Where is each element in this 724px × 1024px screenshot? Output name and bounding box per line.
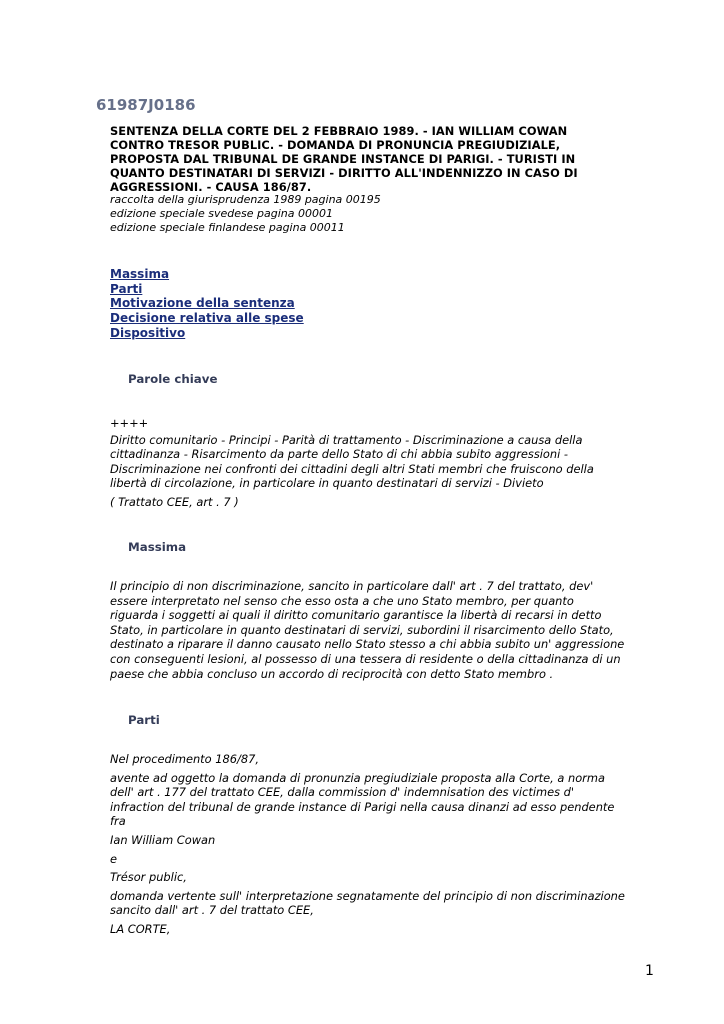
document-id: 61987J0186 xyxy=(96,96,196,114)
section-heading-parti: Parti xyxy=(128,713,160,727)
toc-link-parti[interactable]: Parti xyxy=(110,281,143,296)
massima-text: Il principio di non discriminazione, sancito in particolare dall' art . 7 del trattato, dev' essere interpretato nel senso che esso osta a che uno Stato membro, per quanto riguarda i soggetti ai quali il diritto comunitario garantisce la libertà di recarsi in detto Stato, in particolare in quanto destinatari di servizi, subordini il risarcimento dello Stato, destinato a riparare il danno causato nello Stato stesso a chi abbia subito un' aggressione con conseguenti lesioni, al possesso di una tessera di residente o della cittadinanza di un paese che abbia concluso un accordo di reciprocità con detto Stato membro . xyxy=(110,579,625,681)
massima-section xyxy=(110,579,625,681)
toc-link-decisione-spese[interactable]: Decisione relativa alle spese xyxy=(110,311,304,326)
reference-line: edizione speciale finlandese pagina 00011 xyxy=(110,221,345,234)
parti-paragraph: avente ad oggetto la domanda di pronunzia pregiudiziale proposta alla Corte, a norma dell' art . 177 del trattato CEE, dalla commission d' indemnisation des victimes d' infraction del tribunal de grande instance di Parigi nella causa dinanzi ad esso pendente fra xyxy=(110,770,615,829)
section-heading-massima: Massima xyxy=(128,540,187,554)
page-number: 1 xyxy=(645,963,654,979)
toc-link-massima[interactable]: Massima xyxy=(110,267,170,281)
reference-line: edizione speciale svedese pagina 00001 xyxy=(110,207,333,220)
keywords-text: Diritto comunitario - Principi - Parità di trattamento - Discriminazione a causa della cittadinanza - Risarcimento da parte dello Stato di chi abbia subito aggressioni - Discriminazione nei confronti dei cittadini degli altri Stati membri che fruiscono della libertà di circolazione, in particolare in quanto destinatari di servizi - Divieto xyxy=(110,432,594,491)
parti-paragraph: domanda vertente sull' interpretazione segnatamente del principio di non discriminazione sancito dall' art . 7 del trattato CEE, xyxy=(110,888,625,918)
document-title: SENTENZA DELLA CORTE DEL 2 FEBBRAIO 1989. - IAN WILLIAM COWAN CONTRO TRESOR PUBLIC. - DOMANDA DI PRONUNCIA PREGIUDIZIALE, PROPOSTA DAL TRIBUNAL DE GRANDE INSTANCE DI PARIGI. - TURISTI IN QUANTO DESTINATARI DI SERVIZI - DIRITTO ALL'INDENNIZZO IN CASO DI AGGRESSIONI. - CAUSA 186/87. xyxy=(110,124,578,194)
parti-paragraph: e xyxy=(110,851,118,866)
section-heading-parole-chiave: Parole chiave xyxy=(128,372,218,386)
parti-paragraph: LA CORTE, xyxy=(110,921,171,936)
keywords-marker: ++++ xyxy=(110,416,149,430)
parti-section xyxy=(110,752,625,937)
table-of-contents xyxy=(110,267,304,341)
parti-paragraph: Ian William Cowan xyxy=(110,832,216,847)
parti-paragraph: Trésor public, xyxy=(110,870,187,885)
references xyxy=(110,193,381,235)
toc-link-dispositivo[interactable]: Dispositivo xyxy=(110,325,186,340)
keywords-citation: ( Trattato CEE, art . 7 ) xyxy=(110,494,239,509)
toc-link-motivazione[interactable]: Motivazione della sentenza xyxy=(110,296,295,311)
keywords-section xyxy=(110,416,625,510)
reference-line: raccolta della giurisprudenza 1989 pagina 00195 xyxy=(110,193,381,206)
parti-paragraph: Nel procedimento 186/87, xyxy=(110,752,259,766)
